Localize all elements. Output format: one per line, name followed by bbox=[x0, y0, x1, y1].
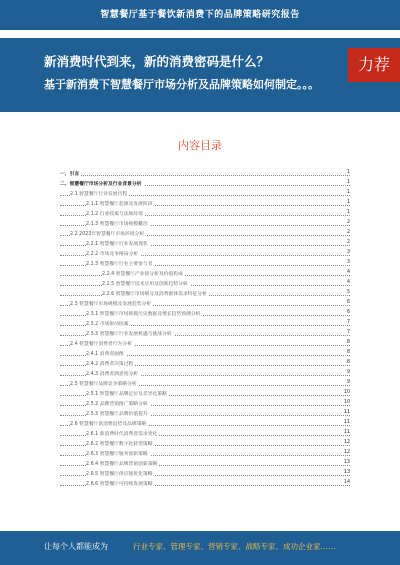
toc-entry-label: 2.6.6 智慧餐厅可持续发展策略 bbox=[86, 482, 153, 487]
toc-entry-label: 2.1.2 行业政策与法规环境 bbox=[86, 212, 143, 217]
toc-entry-label: 2.2.3 智慧餐厅行业主要参与者 bbox=[86, 262, 153, 267]
toc-entry-page: 2 bbox=[346, 240, 350, 245]
toc-entry-page: 4 bbox=[346, 270, 350, 275]
footer-banner bbox=[0, 531, 400, 565]
toc-entry[interactable] bbox=[60, 419, 350, 429]
toc-entry-label: 2.2.4 智慧餐厅产业链分析及价值构成 bbox=[102, 272, 183, 277]
toc-entry-label: 2.6.5 智慧餐厅供应链优化策略 bbox=[86, 472, 153, 477]
toc-entry-label: 2.5.3 智慧餐厅品牌价值提升 bbox=[86, 412, 148, 417]
toc-entry[interactable] bbox=[60, 239, 350, 249]
toc-entry-page: 7 bbox=[346, 330, 350, 335]
toc-entry-label: 2.1.1 智慧餐厅起源及发展阶段 bbox=[86, 202, 153, 207]
toc-entry-label: 一、引言 bbox=[60, 172, 80, 177]
toc-entry-page: 8 bbox=[346, 360, 350, 365]
report-header bbox=[0, 0, 400, 30]
toc-entry[interactable] bbox=[60, 219, 350, 229]
toc-entry-label: 2.2.2 市场竞争格局分析 bbox=[86, 252, 139, 257]
toc-entry[interactable] bbox=[60, 229, 350, 239]
toc-entry[interactable] bbox=[60, 269, 350, 279]
toc-entry[interactable] bbox=[60, 409, 350, 419]
toc-entry[interactable] bbox=[60, 439, 350, 449]
banner-subheadline: 基于新消费下智慧餐厅市场分析及品牌策略如何制定。。。 bbox=[44, 78, 319, 91]
toc-entry[interactable] bbox=[60, 429, 350, 439]
toc-entry-label: 2.6.3 智慧餐厅服务创新策略 bbox=[86, 452, 148, 457]
toc-entry-label: 2.1 智慧餐厅行业发展历程 bbox=[70, 192, 128, 197]
toc-entry[interactable] bbox=[60, 309, 350, 319]
toc-entry[interactable] bbox=[60, 249, 350, 259]
toc-entry-label: 二、智慧餐厅市场分析及行业背景分析 bbox=[60, 182, 142, 187]
toc-entry[interactable] bbox=[60, 339, 350, 349]
toc-entry-page: 3 bbox=[346, 250, 350, 255]
toc-entry-label: 2.2.5 智慧餐厅技术应用及创新趋势分析 bbox=[102, 282, 188, 287]
toc-entry-label: 2.3.1 智慧餐厅市场规模历史数据及增长趋势预测分析 bbox=[86, 312, 201, 317]
toc-entry[interactable] bbox=[60, 319, 350, 329]
banner-headline: 新消费时代到来，新的消费密码是什么？ bbox=[44, 54, 270, 69]
toc-entry-page: 4 bbox=[346, 280, 350, 285]
toc-entry-label: 2.3.3 智慧餐厅行业发展机遇与挑战分析 bbox=[86, 332, 172, 337]
table-of-contents bbox=[60, 169, 350, 489]
promo-banner bbox=[0, 38, 400, 112]
toc-entry[interactable] bbox=[60, 469, 350, 479]
toc-entry-label: 2.3 智慧餐厅市场规模及发展趋势分析 bbox=[70, 302, 152, 307]
toc-entry-page: 8 bbox=[346, 350, 350, 355]
toc-entry-label: 2.5.1 智慧餐厅品牌定位及差异化策略 bbox=[86, 392, 167, 397]
footer-roles: 行业专家、管理专家、营销专家、战略专家、成功企业家…… bbox=[133, 542, 336, 551]
toc-entry[interactable] bbox=[60, 349, 350, 359]
toc-entry-label: 2.6.1 新消费时代消费者需求变化 bbox=[86, 432, 158, 437]
toc-entry-label: 2.4.1 消费者画像 bbox=[86, 352, 124, 357]
toc-entry[interactable] bbox=[60, 189, 350, 199]
toc-entry-page: 1 bbox=[346, 170, 350, 175]
toc-entry-page: 9 bbox=[346, 380, 350, 385]
toc-entry-page: 13 bbox=[343, 460, 350, 465]
toc-entry-label: 2.6 智慧餐厅新消费趋势及品牌策略 bbox=[70, 422, 147, 427]
toc-entry-label: 2.6.4 智慧餐厅品牌营销创新策略 bbox=[86, 462, 158, 467]
recommend-badge: 力荐 bbox=[348, 48, 400, 82]
toc-entry[interactable] bbox=[60, 459, 350, 469]
toc-entry-page: 5 bbox=[346, 290, 350, 295]
toc-entry-page: 2 bbox=[346, 230, 350, 235]
toc-entry-label: 2.5 智慧餐厅品牌竞争策略分析 bbox=[70, 382, 137, 387]
toc-entry-page: 1 bbox=[346, 180, 350, 185]
toc-entry[interactable] bbox=[60, 379, 350, 389]
toc-entry[interactable] bbox=[60, 369, 350, 379]
toc-entry-page: 3 bbox=[346, 260, 350, 265]
toc-entry-page: 1 bbox=[346, 200, 350, 205]
toc-entry[interactable] bbox=[60, 259, 350, 269]
toc-entry-label: 2.4.2 消费者决策过程 bbox=[86, 362, 134, 367]
toc-entry-label: 2.4 智慧餐厅消费者行为分析 bbox=[70, 342, 132, 347]
toc-entry[interactable] bbox=[60, 169, 350, 179]
toc-entry[interactable] bbox=[60, 359, 350, 369]
toc-entry-page: 12 bbox=[343, 450, 350, 455]
toc-entry-page: 11 bbox=[343, 430, 350, 435]
toc-entry-page: 12 bbox=[343, 440, 350, 445]
toc-entry-label: 2.4.3 消费者满意度分析 bbox=[86, 372, 139, 377]
toc-entry-page: 10 bbox=[343, 390, 350, 395]
toc-title: 内容目录 bbox=[178, 139, 222, 152]
toc-entry[interactable] bbox=[60, 289, 350, 299]
toc-dot-leader bbox=[60, 175, 350, 176]
toc-entry[interactable] bbox=[60, 179, 350, 189]
toc-entry-page: 9 bbox=[346, 370, 350, 375]
toc-entry-label: 2.5.2 品牌营销推广策略分析 bbox=[86, 402, 148, 407]
toc-entry-label: 2.2.6 智慧餐厅市场细分及消费群体需求特征分析 bbox=[102, 292, 207, 297]
toc-entry[interactable] bbox=[60, 389, 350, 399]
toc-entry[interactable] bbox=[60, 279, 350, 289]
toc-entry-label: 2.2.1 智慧餐厅行业发展现状 bbox=[86, 242, 148, 247]
toc-entry[interactable] bbox=[60, 479, 350, 489]
toc-entry-page: 6 bbox=[346, 310, 350, 315]
toc-entry[interactable] bbox=[60, 329, 350, 339]
toc-entry-page: 10 bbox=[343, 400, 350, 405]
toc-entry-page: 14 bbox=[343, 480, 350, 485]
toc-entry-label: 2.6.2 智慧餐厅数字化转型策略 bbox=[86, 442, 153, 447]
toc-entry[interactable] bbox=[60, 209, 350, 219]
footer-slogan: 让每个人都能成为 bbox=[44, 542, 108, 551]
toc-entry-page: 11 bbox=[343, 420, 350, 425]
toc-entry[interactable] bbox=[60, 299, 350, 309]
toc-entry-label: 2.3.2 市场驱动因素 bbox=[86, 322, 129, 327]
toc-entry[interactable] bbox=[60, 449, 350, 459]
toc-entry-page: 7 bbox=[346, 320, 350, 325]
report-title: 智慧餐厅基于餐饮新消费下的品牌策略研究报告 bbox=[100, 10, 300, 20]
toc-entry[interactable] bbox=[60, 399, 350, 409]
toc-entry-page: 1 bbox=[346, 190, 350, 195]
toc-entry-page: 13 bbox=[343, 470, 350, 475]
toc-entry[interactable] bbox=[60, 199, 350, 209]
toc-entry-page: 6 bbox=[346, 300, 350, 305]
toc-entry-page: 1 bbox=[346, 210, 350, 215]
toc-entry-page: 11 bbox=[343, 410, 350, 415]
toc-entry-page: 2 bbox=[346, 220, 350, 225]
toc-entry-label: 2.2 2023年智慧餐厅市场环境分析 bbox=[70, 232, 145, 237]
toc-entry-label: 2.1.3 智慧餐厅市场规模概况 bbox=[86, 222, 148, 227]
toc-entry-page: 8 bbox=[346, 340, 350, 345]
